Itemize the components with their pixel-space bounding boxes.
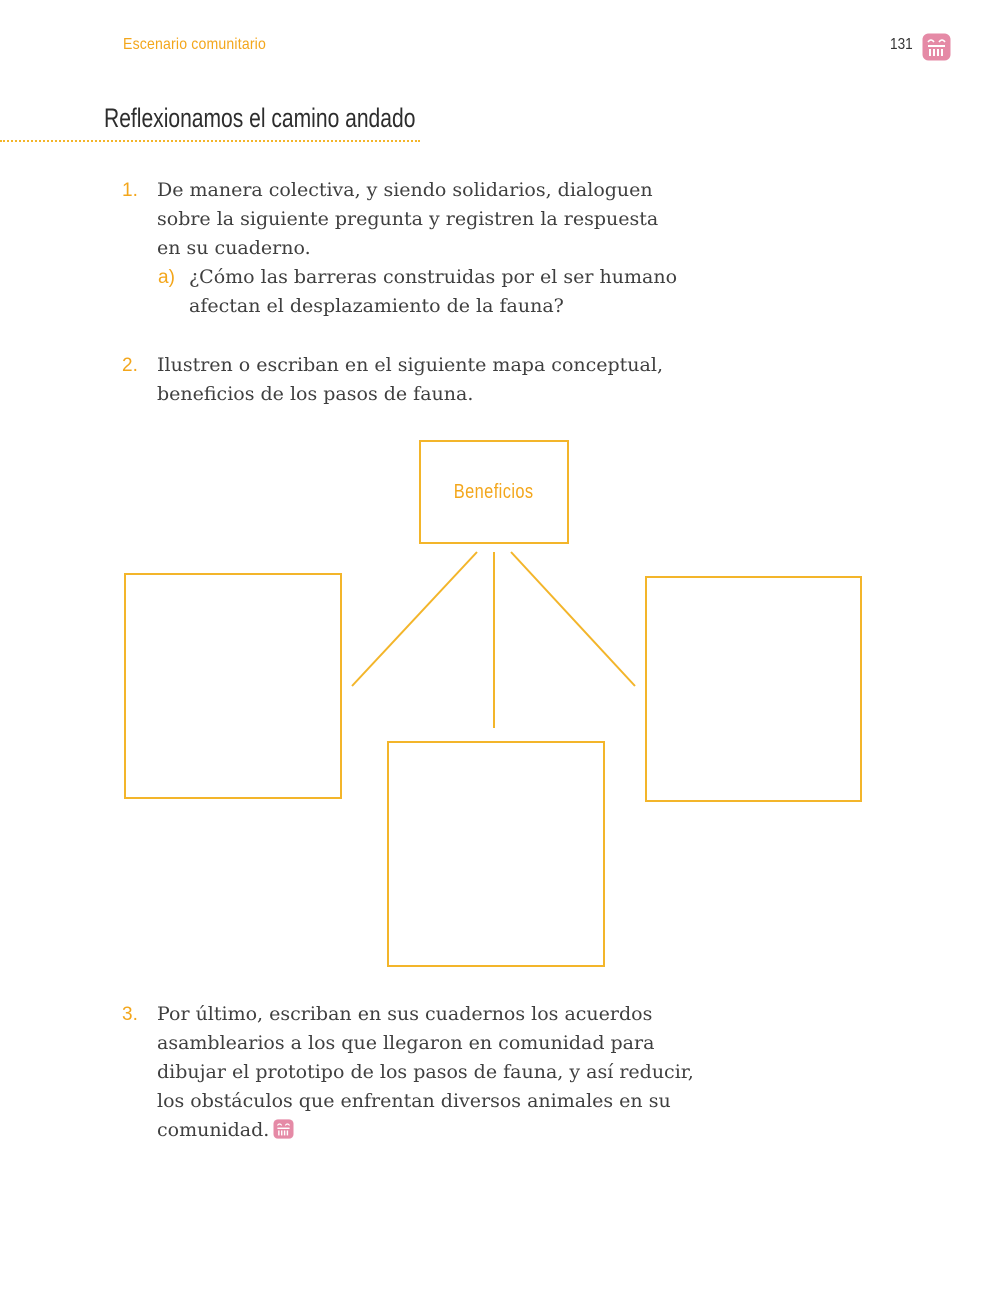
page-title: Reflexionamos el camino andado <box>104 103 416 133</box>
concept-map-box-right[interactable] <box>645 576 862 802</box>
item-text-container <box>157 1000 694 1145</box>
concept-map-box-left[interactable] <box>124 573 342 799</box>
item-text: Por último, escriban en sus cuadernos los acuerdos asamblearios a los que llegaron en comunidad para dibujar el prototipo de los pasos de fauna, y así reducir, los obstáculos que enfrentan diversos animales en su comunidad. <box>157 1003 694 1141</box>
concept-map-center-label: Beneficios <box>454 480 534 503</box>
connector-right <box>511 552 635 686</box>
concept-map-center-box <box>419 440 569 544</box>
sub-item-a <box>158 263 677 321</box>
item-number: 3. <box>122 1004 138 1025</box>
community-glyph-icon <box>273 1119 294 1139</box>
sub-item-text: ¿Cómo las barreras construidas por el ser humano afectan el desplazamiento de la fauna? <box>189 266 678 317</box>
community-glyph-icon <box>922 33 951 61</box>
page-number: 131 <box>890 36 913 53</box>
item-number: 1. <box>122 180 138 201</box>
item-number: 2. <box>122 355 138 376</box>
title-divider <box>0 140 420 142</box>
list-item-1 <box>122 176 658 263</box>
item-text: Ilustren o escriban en el siguiente mapa conceptual, beneficios de los pasos de fauna. <box>157 354 663 405</box>
list-item-2 <box>122 351 663 409</box>
item-text: De manera colectiva, y siendo solidarios, dialoguen sobre la siguiente pregunta y registren la respuesta en su cuaderno. <box>157 179 659 259</box>
list-item-3 <box>122 1000 694 1145</box>
section-header: Escenario comunitario <box>123 36 266 53</box>
sub-item-letter: a) <box>158 267 175 288</box>
connector-left <box>352 552 477 686</box>
concept-map-box-bottom[interactable] <box>387 741 605 967</box>
